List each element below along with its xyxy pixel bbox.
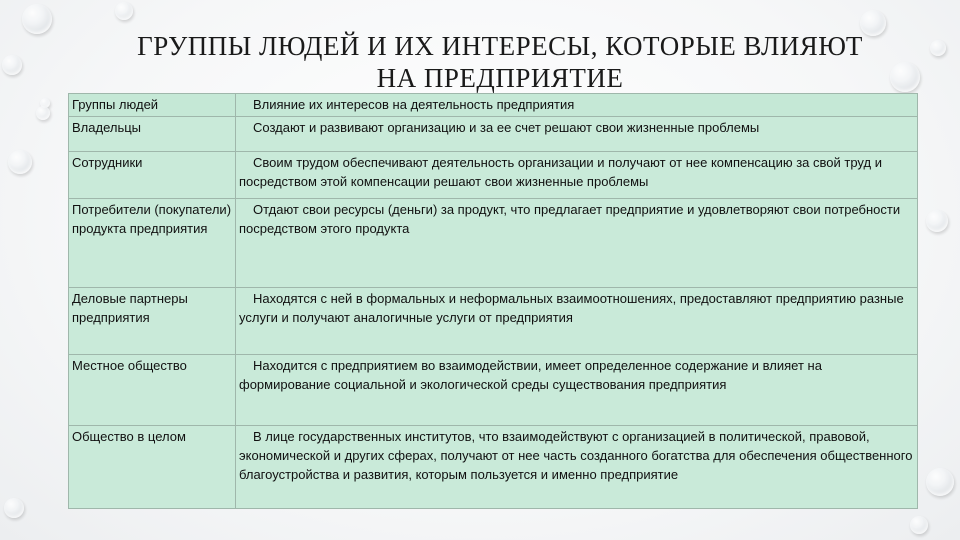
influence-cell: В лице государственных институтов, что взаимодействуют с организацией в политической, правовой, экономической и других сферах, получают от нее часть созданного богатства для обеспечения общественного благоустройства и развития, которым пользуется и именно предприятие bbox=[236, 426, 918, 509]
table-row bbox=[69, 355, 918, 426]
slide-title: ГРУППЫ ЛЮДЕЙ И ИХ ИНТЕРЕСЫ, КОТОРЫЕ ВЛИЯЮТ НА ПРЕДПРИЯТИЕ bbox=[137, 31, 863, 93]
header-cell-group: Группы людей bbox=[69, 94, 236, 117]
influence-cell: Находятся с ней в формальных и неформальных взаимоотношениях, предоставляют предприятию разные услуги и получают аналогичные услуги от предприятия bbox=[236, 288, 918, 355]
water-drop-decoration bbox=[115, 2, 133, 20]
interest-groups-table bbox=[68, 93, 918, 509]
water-drop-decoration bbox=[8, 150, 32, 174]
group-cell: Общество в целом bbox=[69, 426, 236, 509]
water-drop-decoration bbox=[36, 106, 50, 120]
water-drop-decoration bbox=[926, 210, 948, 232]
influence-cell: Находится с предприятием во взаимодействии, имеет определенное содержание и влияет на формирование социальной и экологической среды существования предприятия bbox=[236, 355, 918, 426]
group-cell: Владельцы bbox=[69, 117, 236, 152]
water-drop-decoration bbox=[22, 4, 52, 34]
table-row bbox=[69, 152, 918, 199]
group-cell: Сотрудники bbox=[69, 152, 236, 199]
water-drop-decoration bbox=[910, 516, 928, 534]
group-cell: Потребители (покупатели) продукта предприятия bbox=[69, 199, 236, 288]
table-row bbox=[69, 288, 918, 355]
group-cell: Местное общество bbox=[69, 355, 236, 426]
influence-cell: Своим трудом обеспечивают деятельность организации и получают от нее компенсацию за свой труд и посредством этой компенсации решают свои жизненные проблемы bbox=[236, 152, 918, 199]
group-cell: Деловые партнеры предприятия bbox=[69, 288, 236, 355]
table-row bbox=[69, 117, 918, 152]
influence-cell: Создают и развивают организацию и за ее счет решают свои жизненные проблемы bbox=[236, 117, 918, 152]
water-drop-decoration bbox=[2, 55, 22, 75]
table-row bbox=[69, 199, 918, 288]
water-drop-decoration bbox=[4, 498, 24, 518]
influence-cell: Отдают свои ресурсы (деньги) за продукт, что предлагает предприятие и удовлетворяют свои потребности посредством этого продукта bbox=[236, 199, 918, 288]
water-drop-decoration bbox=[930, 40, 946, 56]
water-drop-decoration bbox=[926, 468, 954, 496]
table-header-row bbox=[69, 94, 918, 117]
header-cell-influence: Влияние их интересов на деятельность предприятия bbox=[236, 94, 918, 117]
water-drop-decoration bbox=[890, 62, 920, 92]
table-row bbox=[69, 426, 918, 509]
